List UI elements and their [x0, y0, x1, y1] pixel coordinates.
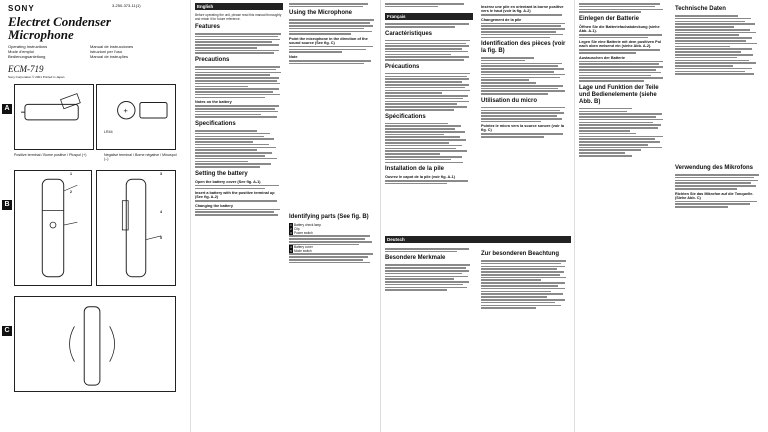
insert-fr-heading: Insérez une pile en orientant la borne positive vers le haut (voir la fig. A-2)	[481, 5, 564, 13]
microphone-side-icon	[97, 171, 175, 285]
using-mic-heading: Using the Microphone	[289, 10, 352, 17]
specs-fr-heading: Spécifications	[385, 113, 426, 120]
manual-list-left: Operating Instructions Mode d'emploi Bedienungsanleitung	[8, 44, 48, 59]
model-number: ECM-719	[8, 64, 44, 74]
identify-parts-heading: Identifying parts (See fig. B)	[289, 214, 369, 221]
english-intro: Before operating the unit, please read this manual thoroughly and retain it for future reference.	[195, 13, 282, 21]
german-col-4	[675, 3, 763, 208]
figure-a-1	[14, 84, 94, 150]
insert-de-heading: Legen Sie eine Batterie mit dem positiven Pol nach oben weisend ein (siehe Abb. A-2).	[579, 40, 662, 49]
battery-notes-heading: Notes on the battery	[195, 100, 232, 105]
point-de-heading: Richten Sie das Mikrofon auf die Tonquelle. (Siehe Abb. C)	[675, 191, 754, 200]
figure-b-side	[96, 170, 176, 286]
figure-a-2	[96, 84, 176, 150]
brand-logo: SONY	[8, 4, 35, 13]
product-title: Electret Condenser Microphone	[8, 14, 111, 42]
point-fr-heading: Pointez le micro vers la source sonore (voir la fig. C)	[481, 124, 564, 133]
part-5: 5 Mode switch	[290, 249, 312, 254]
figure-label-a: A	[2, 104, 12, 114]
lang-header-german: Deutsch	[385, 236, 571, 243]
change-fr-heading: Changement de la pile	[481, 17, 522, 22]
install-fr-heading: Installation de la pile	[385, 166, 445, 173]
part-2: 2 Clip	[290, 227, 300, 232]
german-page	[574, 0, 768, 432]
part-4: 4 Battery cover	[290, 245, 313, 250]
fig-b-number-3: 3	[160, 172, 162, 176]
part-3: 3 Power switch	[290, 231, 313, 236]
features-de-heading: Besondere Merkmale	[385, 255, 446, 262]
open-cover-heading: Open the battery cover (See fig. A-1)	[195, 179, 261, 184]
specs-heading: Specifications	[195, 120, 236, 127]
precautions-fr-heading: Précautions	[385, 63, 420, 70]
microphone-open-icon	[15, 85, 93, 149]
point-mic-heading: Point the microphone in the direction of the sound source (See fig. C)	[289, 36, 368, 45]
specs-text	[195, 130, 283, 168]
precautions-heading: Precautions	[195, 57, 230, 64]
english-page	[190, 0, 380, 432]
battery-insert-icon	[97, 85, 175, 149]
setting-battery-heading: Setting the battery	[195, 170, 248, 177]
fig-b-number-2: 2	[70, 190, 72, 194]
svg-text:+: +	[123, 106, 128, 116]
part-number: 3-250-373-11(1)	[112, 3, 141, 8]
microphone-front-icon	[15, 171, 91, 285]
note-heading: Note	[289, 55, 298, 60]
lang-header-french: Français	[385, 13, 473, 20]
install-de-heading: Einlegen der Batterie	[579, 15, 640, 22]
figure-label-c: C	[2, 326, 12, 336]
cover-page	[0, 0, 190, 432]
open-fr-heading: Ouvrez le capot de la pile (voir fig. A-1)	[385, 175, 455, 180]
features-text	[195, 33, 283, 54]
identify-de-heading: Lage und Funktion der Teile und Bedienelemente (siehe Abb. B)	[579, 84, 659, 105]
german-col-2	[481, 248, 569, 309]
battery-type: LR44	[104, 130, 113, 134]
positive-terminal-caption: Positive terminal / Borne positive / Pluspol (+)	[14, 153, 87, 157]
insert-battery-heading: Insert a battery with the positive terminal up (See fig. A-2)	[195, 191, 275, 200]
use-fr-heading: Utilisation du micro	[481, 97, 538, 104]
precautions-text	[195, 66, 283, 98]
english-col-1	[195, 3, 283, 216]
french-col-1	[385, 3, 473, 184]
figure-label-b: B	[2, 200, 12, 210]
precautions-de-heading: Zur besonderen Beachtung	[481, 251, 560, 257]
fig-b-number-4: 4	[160, 210, 162, 214]
negative-terminal-caption: Negative terminal / Borne négative / Minuspol (–)	[104, 153, 177, 162]
german-col-3	[579, 3, 667, 157]
french-col-2	[481, 3, 569, 138]
fig-b-number-1: 1	[70, 172, 72, 176]
features-heading: Features	[195, 24, 221, 30]
german-col-1	[385, 248, 473, 291]
fig-b-number-5: 5	[160, 236, 162, 240]
microphone-clip-icon	[15, 297, 175, 391]
french-page	[380, 0, 574, 432]
use-de-heading: Verwendung des Mikrofons	[675, 165, 754, 171]
figure-b-front	[14, 170, 92, 286]
change-de-heading: Austauschen der Batterie	[579, 55, 625, 60]
identify-fr-heading: Identification des pièces (voir la fig. B)	[481, 41, 566, 55]
open-de-heading: Öffnen Sie die Batteriefachabdeckung (siehe Abb. A-1).	[579, 24, 660, 33]
specs-de-heading: Technische Daten	[675, 6, 726, 12]
figure-c	[14, 296, 176, 392]
changing-battery-heading: Changing the battery	[195, 203, 233, 208]
english-col-2	[289, 3, 377, 263]
part-1: 1 Battery check lamp	[290, 223, 322, 228]
caract-heading: Caractéristiques	[385, 30, 433, 37]
copyright: Sony Corporation © 2001 Printed in Japan	[8, 75, 65, 79]
battery-notes-text	[195, 105, 283, 118]
lang-header-english: English	[195, 3, 283, 10]
manual-list-right: Manual de instrucciones Istruzioni per l'uso Manual de instruções	[90, 44, 134, 59]
